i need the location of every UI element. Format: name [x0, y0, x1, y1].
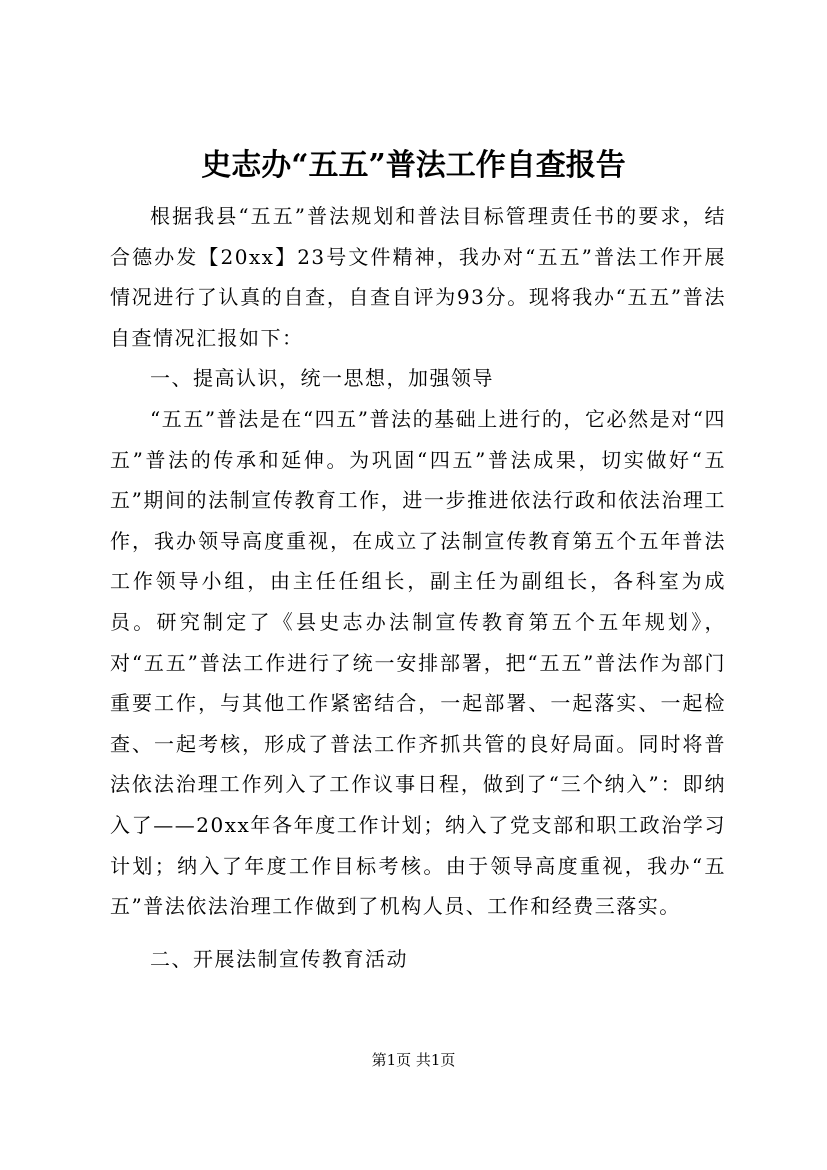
document-title: 史志办“五五”普法工作自查报告: [201, 148, 626, 183]
paragraph-spacer: [110, 927, 726, 939]
section-heading-2: 二、开展法制宣传教育活动: [150, 946, 408, 971]
page-footer: 第1页 共1页: [371, 1051, 456, 1069]
section-1-paragraph: “五五”普法是在“四五”普法的基础上进行的，它必然是对“四五”普法的传承和延伸。为巩固“四五”普法成果，切实做好“五五”期间的法制宣传教育工作，进一步推进依法行政和依法治理工作，我办领导高度重视，在成立了法制宣传教育第五个五年普法工作领导小组，由主任任组长，副主任为副组长，各科室为成员。研究制定了《县史志办法制宣传教育第五个五年规划》，对“五五”普法工作进行了统一安排部署，把“五五”普法作为部门重要工作，与其他工作紧密结合，一起部署、一起落实、一起检查、一起考核，形成了普法工作齐抓共管的良好局面。同时将普法依法治理工作列入了工作议事日程，做到了“三个纳入”：即纳入了——20xx年各年度工作计划；纳入了党支部和职工政治学习计划；纳入了年度工作目标考核。由于领导高度重视，我办“五五”普法依法治理工作做到了机构人员、工作和经费三落实。: [110, 406, 726, 919]
section-heading-1: 一、提高认识，统一思想，加强领导: [150, 366, 494, 391]
document-body: [110, 196, 726, 979]
intro-paragraph: 根据我县“五五”普法规划和普法目标管理责任书的要求，结合德办发【20xx】23号文件精神，我办对“五五”普法工作开展情况进行了认真的自查，自查自评为93分。现将我办“五五”普法自查情况汇报如下：: [110, 204, 726, 350]
